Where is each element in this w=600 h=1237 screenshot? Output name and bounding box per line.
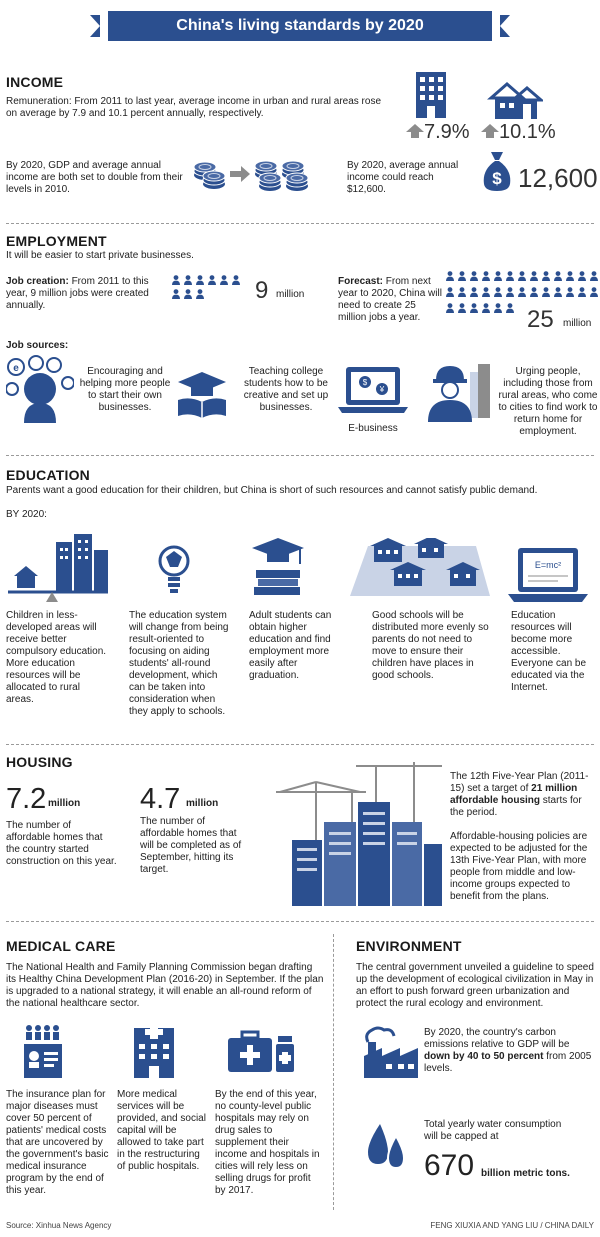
water-drop-icon [366,1120,408,1172]
job-source-4: Urging people, including those from rural areas, who come to cities to find work to return home for employment. [498,366,598,437]
job-creation-label: Job creation: [6,276,69,287]
lightbulb-icon [158,545,190,597]
housing-number-2: 4.7 [140,783,181,815]
medical-item-2: More medical services will be provided, and social capital will be allowed to take part in the restructuring of public hospitals. [117,1089,206,1172]
medical-intro: The National Health and Family Planning Commission began drafting its Healthy China Development Plan (2016-20) in September. If the plan is upgraded to a national strategy, it will enable an all-round reform of the national healthcare sector. [6,962,324,1009]
medical-heading: MEDICAL CARE [6,938,116,954]
divider [6,744,594,745]
housing-desc-2: The number of affordable homes that will be completed as of September, hitting its target. [140,816,242,875]
employment-sub: It will be easier to start private businesses. [6,250,194,261]
rural-house-icon [487,82,543,122]
environment-heading: ENVIRONMENT [356,938,462,954]
online-laptop-icon [508,546,588,604]
coin-stack-icon [258,172,284,194]
page-title: China's living standards by 2020 [176,17,424,34]
graduation-book-icon [174,370,230,420]
job-source-3: E-business [348,423,398,434]
laptop-icon [338,363,408,415]
job-sources-label: Job sources: [6,340,69,351]
hospital-icon [132,1024,176,1078]
medical-item-1: The insurance plan for major diseases must cover 50 percent of patients' medical costs that are uncovered by the government's basic medical insurance program by the end of this year. [6,1089,109,1196]
formula-text: E=mc² [534,560,562,570]
housing-unit-1: million [48,798,81,809]
worker-icon [424,362,494,422]
employment-heading: EMPLOYMENT [6,233,107,249]
coin-stack-icon [202,170,228,192]
title-banner [108,11,492,41]
forecast-label: Forecast: [338,276,384,287]
construction-crane-icon [256,762,442,910]
carbon-text: By 2020, the country's carbon emissions relative to GDP will be down by 40 to 50 percent from 2005 levels. [424,1027,592,1074]
divider [6,455,594,456]
education-item-1: Children in less-developed areas will receive better compulsory education. More education resources will be allocated to rural areas. [6,610,107,705]
money-bag-icon [482,150,512,192]
divider [6,223,594,224]
medicine-kit-icon [228,1030,298,1074]
jobs-forecast-number: 25 [527,306,554,333]
rural-income-pct: 10.1% [499,121,556,143]
insurance-card-icon [22,1024,64,1080]
urban-income-pct: 7.9% [424,121,470,143]
svg-text:¥: ¥ [379,385,385,394]
income-remuneration: Remuneration: From 2011 to last year, average income in urban and rural areas rose on average by 7.9 and 10.1 percent annually, respectively. [6,96,382,119]
housing-policy-text: Affordable-housing policies are expected to be adjusted for the 13th Five-Year Plan, with more people from middle and low-income groups expected to benefit from the plans. [450,831,588,902]
education-item-2: The education system will change from being result-oriented to focusing on aiding students' all-round development, which can be taken into consideration when they apply to schools. [129,610,229,717]
income-heading: INCOME [6,74,64,90]
water-text: Total yearly water consumption will be capped at [424,1119,562,1142]
housing-desc-1: The number of affordable homes that the country started construction on this year. [6,820,117,867]
income-average-text: By 2020, average annual income could reach $12,600. [347,160,459,195]
water-unit: billion metric tons. [481,1168,570,1179]
forecast-text: Forecast: From next year to 2020, China will need to create 25 million jobs a year. [338,276,442,323]
source-text: Source: Xinhua News Agency [6,1221,112,1230]
up-arrow-icon [481,124,499,138]
housing-plan-text: The 12th Five-Year Plan (2011-15) set a target of 21 million affordable housing starts for the period. [450,771,589,818]
education-item-3: Adult students can obtain higher education and find employment more easily after graduation. [249,610,332,681]
jobs-forecast-unit: million [563,318,592,329]
column-divider [333,934,334,1210]
education-by2020: BY 2020: [6,509,47,520]
business-person-icon [6,355,74,423]
job-source-1: Encouraging and helping more people to start their own businesses. [79,366,171,413]
coin-stack-icon [285,172,311,194]
svg-text:e: e [13,363,19,374]
graduation-cap-books-icon [250,536,308,596]
up-arrow-icon [406,124,424,138]
housing-heading: HOUSING [6,754,73,770]
arrow-right-icon [230,166,250,182]
environment-intro: The central government unveiled a guideline to speed up the development of ecological civilization in May in an effort to push forward green urbanization and protect the rural ecology and environment. [356,962,594,1009]
education-item-4: Good schools will be distributed more evenly so parents do not need to move to ensure their children have places in good schools. [372,610,489,681]
urban-buildings-icon [410,70,454,120]
svg-text:$: $ [362,378,368,387]
job-creation-text: Job creation: From 2011 to this year, 9 million jobs were created annually. [6,276,149,311]
education-heading: EDUCATION [6,467,90,483]
income-amount: 12,600 [518,163,598,193]
education-sub: Parents want a good education for their children, but China is short of such resources and cannot satisfy public demand. [6,485,538,496]
jobs-created-number: 9 [255,277,269,304]
divider [6,921,594,922]
jobs-created-unit: million [276,289,305,300]
housing-number-1: 7.2 [6,783,47,815]
balance-buildings-icon [6,532,110,608]
income-gdp-text: By 2020, GDP and average annual income are both set to double from their levels in 2010. [6,160,183,195]
water-number: 670 [424,1149,475,1182]
factory-icon [362,1026,420,1080]
distributed-schools-icon [350,538,490,600]
housing-unit-2: million [186,798,219,809]
credit-text: FENG XIUXIA AND YANG LIU / CHINA DAILY [430,1221,594,1230]
education-item-5: Education resources will become more accessible. Everyone can be educated via the Internet. [511,610,587,693]
job-source-2: Teaching college students how to be creative and set up businesses. [243,366,329,413]
people-icon-group [172,275,256,301]
medical-item-3: By the end of this year, no county-level public hospitals may rely on drug sales to supplement their income and hospitals in cities will rely less on selling drugs for profit by 2017. [215,1089,320,1196]
svg-text:$: $ [492,169,502,188]
